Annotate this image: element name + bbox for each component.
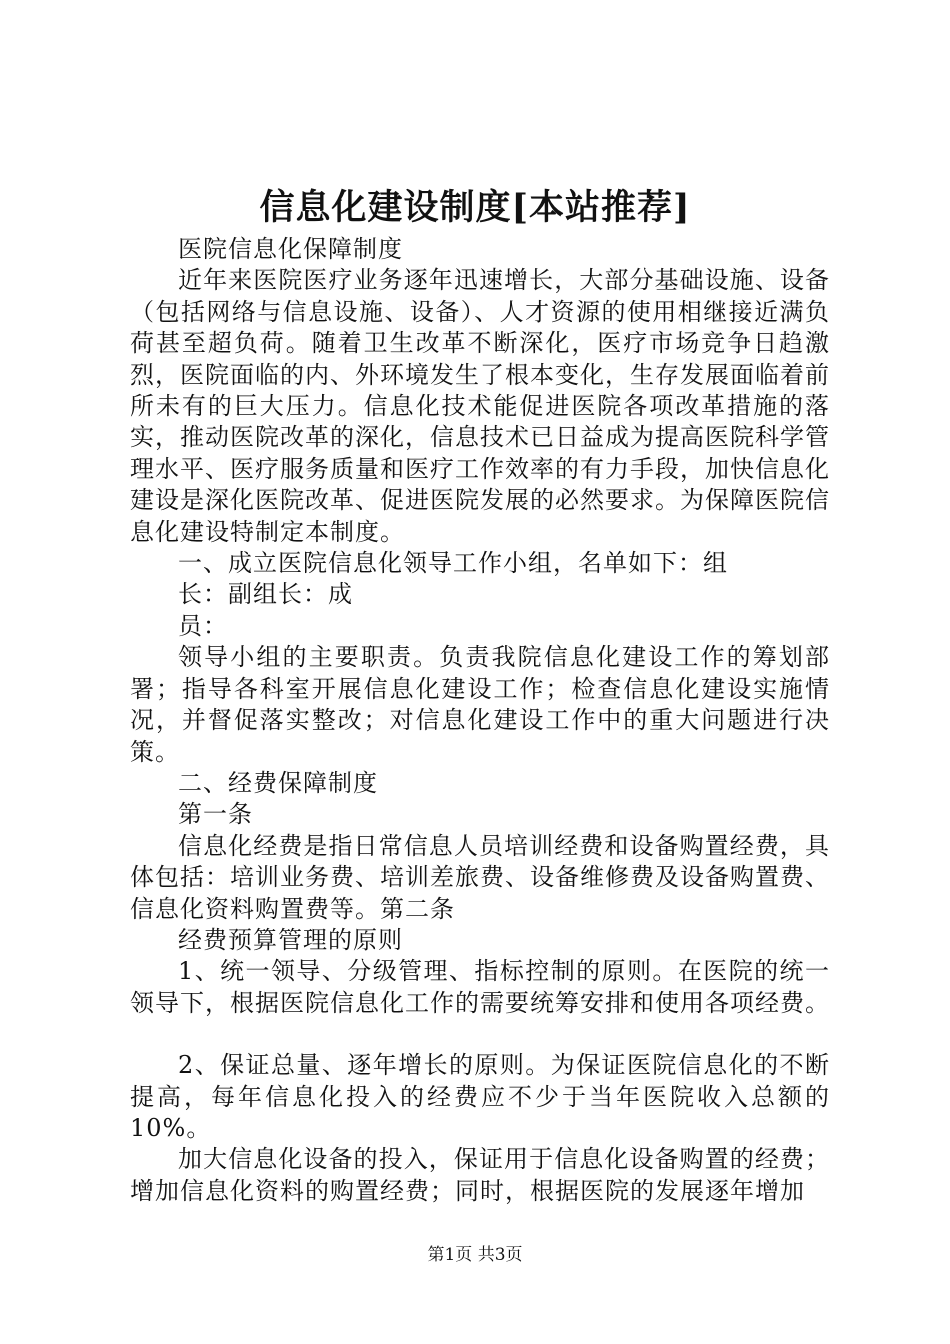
paragraph: 2、保证总量、逐年增长的原则。为保证医院信息化的不断提高，每年信息化投入的经费应不少于当年医院收入总额的10%。 — [130, 1051, 830, 1142]
document-body — [130, 234, 830, 1207]
page-number: 第1页 共3页 — [427, 1245, 523, 1265]
paragraph: 二、经费保障制度 — [178, 768, 378, 797]
paragraph: 1、统一领导、分级管理、指标控制的原则。在医院的统一领导下，根据医院信息化工作的需要统筹安排和使用各项经费。 — [130, 957, 830, 1017]
paragraph: 员： — [178, 611, 228, 640]
paragraph: 医院信息化保障制度 — [178, 235, 403, 263]
paragraph: 加大信息化设备的投入，保证用于信息化设备购置的经费；增加信息化资料的购置经费；同时，根据医院的发展逐年增加 — [130, 1145, 830, 1205]
document-title: 信息化建设制度[本站推荐] — [259, 187, 691, 228]
paragraph: 近年来医院医疗业务逐年迅速增长，大部分基础设施、设备（包括网络与信息设施、设备）、人才资源的使用相继接近满负荷甚至超负荷。随着卫生改革不断深化，医疗市场竞争日趋激烈，医院面临的内、外环境发生了根本变化，生存发展面临着前所未有的巨大压力。信息化技术能促进医院各项改革措施的落实，推动医院改革的深化，信息技术已日益成为提高医院科学管理水平、医疗服务质量和医疗工作效率的有力手段，加快信息化建设是深化医院改革、促进医院发展的必然要求。为保障医院信息化建设特制定本制度。 — [130, 266, 830, 546]
paragraph: 一、成立医院信息化领导工作小组，名单如下：组 — [178, 549, 728, 578]
paragraph: 经费预算管理的原则 — [178, 925, 403, 954]
paragraph: 信息化经费是指日常信息人员培训经费和设备购置经费，具体包括：培训业务费、培训差旅费、设备维修费及设备购置费、信息化资料购置费等。第二条 — [130, 831, 830, 923]
paragraph: 第一条 — [178, 800, 253, 829]
paragraph: 领导小组的主要职责。负责我院信息化建设工作的筹划部署；指导各科室开展信息化建设工作；检查信息化建设实施情况，并督促落实整改；对信息化建设工作中的重大问题进行决策。 — [130, 643, 830, 766]
paragraph: 长：副组长：成 — [178, 580, 353, 609]
